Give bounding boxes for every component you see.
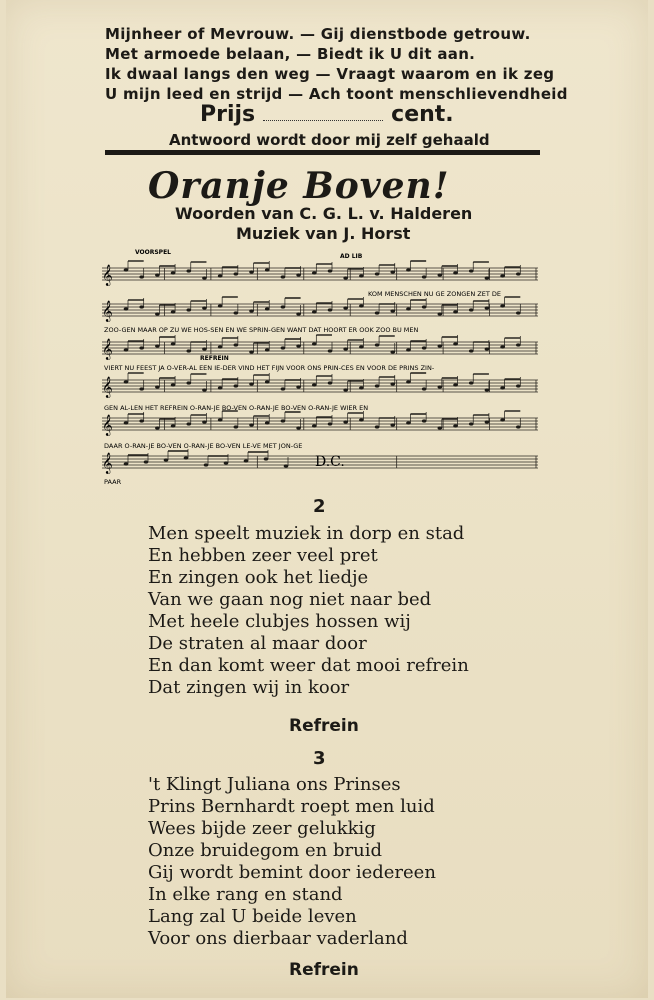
music-note <box>422 305 427 308</box>
music-note <box>234 311 239 314</box>
treble-clef-icon: 𝄞 <box>102 377 113 398</box>
music-note <box>284 464 289 467</box>
treble-clef-icon: 𝄞 <box>102 415 113 436</box>
music-note <box>390 423 395 426</box>
music-note <box>155 426 160 429</box>
music-note <box>328 381 333 384</box>
music-note <box>485 347 490 350</box>
music-note <box>485 306 490 309</box>
music-note <box>186 349 191 352</box>
music-note <box>343 276 348 279</box>
music-note <box>438 344 443 347</box>
music-note <box>296 312 301 315</box>
music-note <box>422 346 427 349</box>
music-note <box>139 419 144 422</box>
music-note <box>186 269 191 272</box>
music-note <box>516 343 521 346</box>
music-note <box>296 385 301 388</box>
divider <box>105 150 540 155</box>
music-note <box>516 425 521 428</box>
music-note <box>500 386 505 389</box>
music-note <box>343 388 348 391</box>
music-note <box>422 419 427 422</box>
music-note <box>218 418 223 421</box>
score-marking: VOORSPEL <box>135 249 171 256</box>
music-note <box>453 342 458 345</box>
music-note <box>406 380 411 383</box>
music-note <box>453 424 458 427</box>
score-lyric: DAAR O-RAN-JE BO-VEN O-RAN-JE BO-VEN LE-VE MET JON-GE <box>104 442 303 450</box>
price-row <box>200 102 454 127</box>
music-note <box>312 342 317 345</box>
music-note <box>186 308 191 311</box>
intro-line: Ik dwaal langs den weg — Vraagt waarom en ik zeg <box>105 65 555 83</box>
music-note <box>343 347 348 350</box>
music-staff <box>102 339 538 360</box>
intro-verse <box>105 24 568 104</box>
music-note <box>171 342 176 345</box>
music-note <box>296 426 301 429</box>
music-note <box>375 384 380 387</box>
music-note <box>224 461 229 464</box>
music-note <box>328 422 333 425</box>
music-note <box>453 271 458 274</box>
sheet-music-score <box>100 248 540 488</box>
price-blank <box>263 102 383 121</box>
music-note <box>500 274 505 277</box>
song-title: Oranje Boven! <box>148 165 450 207</box>
music-staff <box>102 265 538 286</box>
music-note <box>234 425 239 428</box>
music-note <box>171 424 176 427</box>
score-lyric: PAAR <box>104 478 122 486</box>
music-note <box>202 306 207 309</box>
music-note <box>249 270 254 273</box>
score-marking: AD LIB <box>340 253 363 260</box>
music-note <box>328 269 333 272</box>
price-unit: cent. <box>391 102 454 127</box>
music-note <box>406 307 411 310</box>
verse-line: De straten al maar door <box>148 633 367 654</box>
music-note <box>359 274 364 277</box>
music-note <box>390 382 395 385</box>
lyricist-credit: Woorden van C. G. L. v. Halderen <box>175 204 473 223</box>
music-note <box>202 420 207 423</box>
price-label: Prijs <box>200 102 256 127</box>
stanza-number: 3 <box>313 748 326 769</box>
music-note <box>359 418 364 421</box>
music-note <box>171 310 176 313</box>
music-note <box>139 275 144 278</box>
music-note <box>375 343 380 346</box>
music-note <box>469 422 474 425</box>
music-note <box>155 344 160 347</box>
verse-line: Met heele clubjes hossen wij <box>148 611 411 632</box>
intro-line: Mijnheer of Mevrouw. — Gij dienstbode getrouw. <box>105 25 531 43</box>
music-note <box>296 273 301 276</box>
music-note <box>281 305 286 308</box>
music-note <box>218 274 223 277</box>
music-note <box>469 381 474 384</box>
music-note <box>375 272 380 275</box>
music-note <box>249 382 254 385</box>
music-note <box>485 388 490 391</box>
music-note <box>516 384 521 387</box>
verse-line: En dan komt weer dat mooi refrein <box>148 655 469 676</box>
music-note <box>438 312 443 315</box>
music-note <box>281 275 286 278</box>
verse-line: Onze bruidegom en bruid <box>148 840 382 861</box>
music-note <box>139 305 144 308</box>
music-note <box>124 268 129 271</box>
intro-line: U mijn leed en strijd — Ach toont menschlievendheid <box>105 85 568 103</box>
music-note <box>453 310 458 313</box>
score-lyric: VIERT NU FEEST JA O-VER-AL EEN IE-DER VIND HET FIJN VOOR ONS PRIN-CES EN VOOR DE PRINS ZIN- <box>104 364 435 372</box>
music-note <box>281 419 286 422</box>
music-note <box>186 381 191 384</box>
music-note <box>204 463 209 466</box>
verse-line: Gij wordt bemint door iedereen <box>148 862 436 883</box>
music-note <box>390 350 395 353</box>
music-note <box>516 272 521 275</box>
music-note <box>124 421 129 424</box>
music-note <box>186 422 191 425</box>
music-note <box>218 304 223 307</box>
composer-credit: Muziek van J. Horst <box>236 224 411 243</box>
music-note <box>469 308 474 311</box>
music-note <box>328 349 333 352</box>
music-note <box>264 457 269 460</box>
music-note <box>281 346 286 349</box>
score-lyric: GEN AL-LEN HET REFREIN O-RAN-JE BO-VEN O-RAN-JE BO-VEN O-RAN-JE WIER EN <box>104 404 369 412</box>
music-note <box>500 304 505 307</box>
verse-line: Lang zal U beide leven <box>148 906 357 927</box>
music-staff <box>102 301 538 322</box>
music-note <box>164 458 169 461</box>
verse-line: En zingen ook het liedje <box>148 567 369 588</box>
verse-line: Van we gaan nog niet naar bed <box>148 589 432 610</box>
music-note <box>124 380 129 383</box>
music-note <box>155 273 160 276</box>
music-note <box>406 348 411 351</box>
music-note <box>234 343 239 346</box>
music-note <box>312 271 317 274</box>
score-marking: REFREIN <box>200 355 229 362</box>
score-marking: D.C. <box>315 454 345 470</box>
music-note <box>124 348 129 351</box>
refrain-label: Refrein <box>289 960 359 980</box>
treble-clef-icon: 𝄞 <box>102 339 113 360</box>
music-note <box>375 311 380 314</box>
verse-line: In elke rang en stand <box>148 884 343 905</box>
verse-line: 't Klingt Juliana ons Prinses <box>148 774 401 795</box>
intro-line: Met armoede belaan, — Biedt ik U dit aan. <box>105 45 476 63</box>
music-note <box>422 387 427 390</box>
verse-line: Voor ons dierbaar vaderland <box>148 928 408 949</box>
music-note <box>139 387 144 390</box>
music-note <box>296 344 301 347</box>
answer-note: Antwoord wordt door mij zelf gehaald <box>169 131 490 149</box>
stanza-3 <box>148 774 436 950</box>
music-note <box>359 345 364 348</box>
music-note <box>469 269 474 272</box>
music-note <box>516 311 521 314</box>
music-note <box>500 345 505 348</box>
music-note <box>155 385 160 388</box>
music-note <box>406 421 411 424</box>
music-note <box>390 309 395 312</box>
music-note <box>390 270 395 273</box>
music-note <box>171 271 176 274</box>
music-note <box>265 268 270 271</box>
music-note <box>453 383 458 386</box>
music-note <box>312 424 317 427</box>
music-note <box>202 276 207 279</box>
music-note <box>155 312 160 315</box>
music-note <box>485 276 490 279</box>
music-note <box>438 273 443 276</box>
music-note <box>249 423 254 426</box>
music-note <box>265 348 270 351</box>
music-note <box>406 268 411 271</box>
music-note <box>359 386 364 389</box>
verse-line: Prins Bernhardt roept men luid <box>148 796 435 817</box>
music-note <box>265 421 270 424</box>
music-note <box>265 380 270 383</box>
music-note <box>144 460 149 463</box>
refrain-label: Refrein <box>289 716 359 736</box>
music-note <box>469 349 474 352</box>
treble-clef-icon: 𝄞 <box>102 301 113 322</box>
music-note <box>124 462 129 465</box>
stanza-number: 2 <box>313 496 326 517</box>
music-note <box>422 275 427 278</box>
music-staff <box>102 377 538 398</box>
music-note <box>265 307 270 310</box>
music-note <box>202 347 207 350</box>
treble-clef-icon: 𝄞 <box>102 453 113 474</box>
music-note <box>312 383 317 386</box>
music-note <box>249 309 254 312</box>
music-note <box>244 459 249 462</box>
music-note <box>343 420 348 423</box>
treble-clef-icon: 𝄞 <box>102 265 113 286</box>
music-note <box>500 418 505 421</box>
verse-line: Men speelt muziek in dorp en stad <box>148 523 465 544</box>
music-note <box>218 386 223 389</box>
music-note <box>438 426 443 429</box>
music-note <box>343 306 348 309</box>
music-note <box>171 383 176 386</box>
verse-line: En hebben zeer veel pret <box>148 545 378 566</box>
music-note <box>139 346 144 349</box>
music-note <box>234 384 239 387</box>
music-note <box>218 345 223 348</box>
music-note <box>249 350 254 353</box>
music-note <box>359 304 364 307</box>
music-note <box>234 272 239 275</box>
music-note <box>438 385 443 388</box>
score-lyric: KOM MENSCHEN NU GE ZONGEN ZET DE <box>368 290 501 298</box>
score-lyric: ZOO-GEN MAAR OP ZU WE HOS-SEN EN WE SPRIN-GEN WANT DAT HOORT ER OOK ZOO BU MEN <box>104 326 419 334</box>
music-staff <box>102 415 538 436</box>
music-note <box>328 308 333 311</box>
verse-line: Dat zingen wij in koor <box>148 677 350 698</box>
music-note <box>184 456 189 459</box>
music-note <box>124 307 129 310</box>
verse-line: Wees bijde zeer gelukkig <box>148 818 376 839</box>
music-note <box>312 310 317 313</box>
stanza-2 <box>148 523 469 699</box>
music-note <box>485 420 490 423</box>
music-note <box>202 388 207 391</box>
music-note <box>281 387 286 390</box>
music-note <box>375 425 380 428</box>
